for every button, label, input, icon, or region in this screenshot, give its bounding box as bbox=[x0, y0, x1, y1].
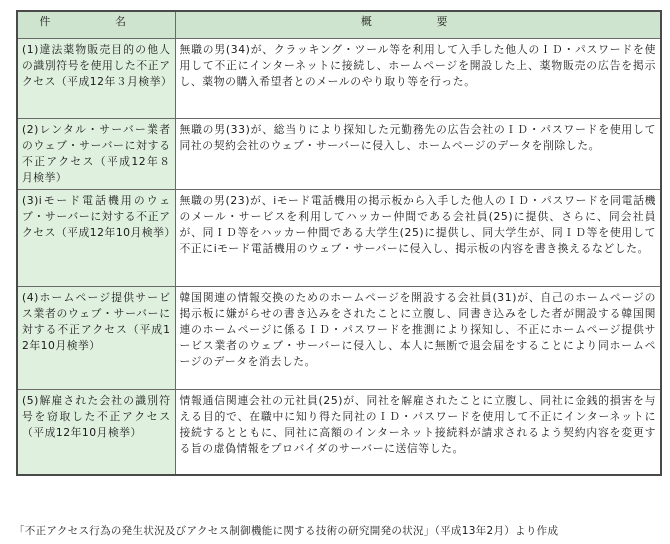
header-summary: 概 要 bbox=[175, 11, 661, 39]
case-name: (3)iモード電話機用のウェブ・サーバーに対する不正アクセス（平成12年10月検挙） bbox=[17, 190, 175, 287]
table-row bbox=[17, 119, 661, 190]
case-name: (2)レンタル・サーバー業者のウェブ・サーバーに対する不正アクセス（平成12年８月検挙） bbox=[17, 119, 175, 190]
cases-table bbox=[16, 10, 662, 476]
table-row bbox=[17, 39, 661, 119]
cases-table-container bbox=[16, 10, 660, 476]
case-name: (4)ホームページ提供サービス業者のウェブ・サーバーに対する不正アクセス（平成12年10月検挙） bbox=[17, 287, 175, 390]
case-name: (5)解雇された会社の識別符号を窃取した不正アクセス（平成12年10月検挙） bbox=[17, 390, 175, 476]
case-summary: 韓国関連の情報交換のためのホームページを開設する会社員(31)が、自己のホームページの掲示板に嫌がらせの書き込みをされたことに立腹し、同書き込みをした者が開設する韓国関連のホームページに係るＩＤ・パスワードを推測により探知し、不正にホームページ提供サービス業者のウェブ・サーバーに侵入し、本人に無断で退会届をすることにより同ホームページのデータを消去した。 bbox=[175, 287, 661, 390]
case-summary: 無職の男(34)が、クラッキング・ツール等を利用して入手した他人のＩＤ・パスワードを使用して不正にインターネットに接続し、ホームページを開設した上、薬物販売の広告を掲示し、薬物の購入希望者とのメールのやり取り等を行った。 bbox=[175, 39, 661, 119]
table-row bbox=[17, 287, 661, 390]
case-summary: 無職の男(33)が、総当りにより探知した元勤務先の広告会社のＩＤ・パスワードを使用して同社の契約会社のウェブ・サーバーに侵入し、ホームページのデータを削除した。 bbox=[175, 119, 661, 190]
table-header-row bbox=[17, 11, 661, 39]
table-row bbox=[17, 390, 661, 476]
source-note: 「不正アクセス行為の発生状況及びアクセス制御機能に関する技術の研究開発の状況」（平成13年2月）より作成 bbox=[14, 525, 559, 537]
case-name: (1)違法薬物販売目的の他人の識別符号を使用した不正アクセス（平成12年３月検挙） bbox=[17, 39, 175, 119]
header-case-name: 件 名 bbox=[17, 11, 175, 39]
case-summary: 情報通信関連会社の元社員(25)が、同社を解雇されたことに立腹し、同社に金銭的損害を与える目的で、在職中に知り得た同社のＩＤ・パスワードを使用して不正にインターネットに接続するとともに、同社に高額のインターネット接続料が請求されるよう契約内容を変更する旨の虚偽情報をプロバイダのサーバーに送信等した。 bbox=[175, 390, 661, 476]
table-row bbox=[17, 190, 661, 287]
case-summary: 無職の男(23)が、iモード電話機用の掲示板から入手した他人のＩＤ・パスワードを同電話機のメール・サービスを利用してハッカー仲間である会社員(25)に提供、さらに、同会社員が、同ＩＤ等をハッカー仲間である大学生(25)に提供し、同大学生が、同ＩＤ等を使用して不正にiモード電話機用のウェブ・サーバーに侵入し、掲示板の内容を書き換えるなどした。 bbox=[175, 190, 661, 287]
